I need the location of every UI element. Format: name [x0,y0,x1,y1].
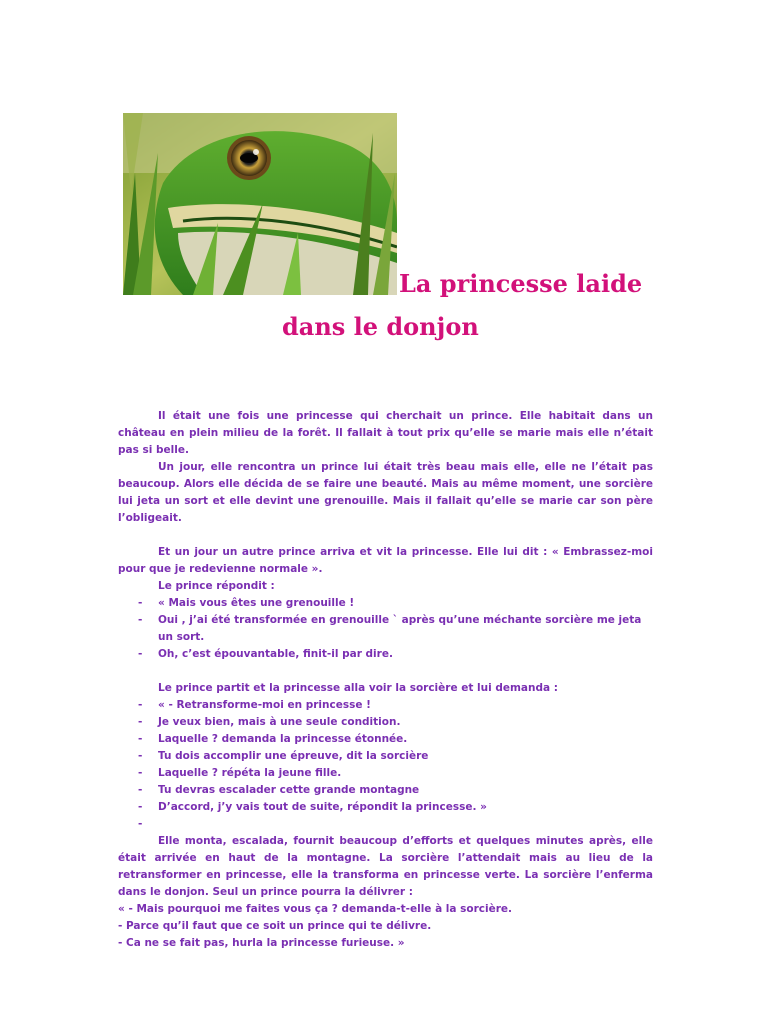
paragraph-4: Le prince partit et la princesse alla voir la sorcière et lui demanda : [158,682,558,694]
list-item: - « - Retransforme-moi en princesse ! [118,697,653,714]
final-line-3: - Ca ne se fait pas, hurla la princesse furieuse. » [118,937,405,949]
list-item [118,816,653,833]
frog-photo-icon [123,113,397,295]
paragraph-2: Un jour, elle rencontra un prince lui était très beau mais elle, elle ne l’était pas beaucoup. Alors elle décida de se faire une beauté. Mais au même moment, une sorcière lui jeta un sort et elle devint une grenouille. Mais il fallait qu’elle se marie car son père l’obligeait. [118,461,653,524]
list-item: - « Mais vous êtes une grenouille ! [118,595,653,612]
spacer [118,527,653,544]
final-line-2: - Parce qu’il faut que ce soit un prince qui te délivre. [118,920,432,932]
list-item: - Tu dois accomplir une épreuve, dit la sorcière [118,748,653,765]
list-item: - D’accord, j’y vais tout de suite, répondit la princesse. » [118,799,653,816]
paragraph-1: Il était une fois une princesse qui cherchait un prince. Elle habitait dans un château en plein milieu de la forêt. Il fallait à tout prix qu’elle se marie mais elle n’était pas si belle. [118,410,653,456]
paragraph-5: Elle monta, escalada, fournit beaucoup d’efforts et quelques minutes après, elle était arrivée en haut de la montagne. La sorcière l’attendait mais au lieu de la retransformer en princesse, elle la transforma en princesse verte. La sorcière l’enferma dans le donjon. Seul un prince pourra la délivrer : [118,835,653,898]
story-body [118,408,653,952]
final-line-1: « - Mais pourquoi me faites vous ça ? demanda-t-elle à la sorcière. [118,903,513,915]
dialogue-2-list [118,697,653,833]
spacer [118,663,653,680]
dialogue-1-list [118,595,653,663]
story-title-line2: dans le donjon [282,312,479,341]
list-item: - Laquelle ? répéta la jeune fille. [118,765,653,782]
list-item: - Oui , j’ai été transformée en grenouille ` après qu’une méchante sorcière me jeta un sort. [118,612,653,646]
list-item: - Laquelle ? demanda la princesse étonnée. [118,731,653,748]
list-item: - Oh, c’est épouvantable, finit-il par dire. [118,646,653,663]
story-title-line1: La princesse laide [399,269,643,298]
paragraph-3: Et un jour un autre prince arriva et vit la princesse. Elle lui dit : « Embrassez-moi pour que je redevienne normale ». [118,546,653,575]
list-item: - Je veux bien, mais à une seule condition. [118,714,653,731]
list-item: - Tu devras escalader cette grande montagne [118,782,653,799]
prince-replied-line: Le prince répondit : [158,580,275,592]
